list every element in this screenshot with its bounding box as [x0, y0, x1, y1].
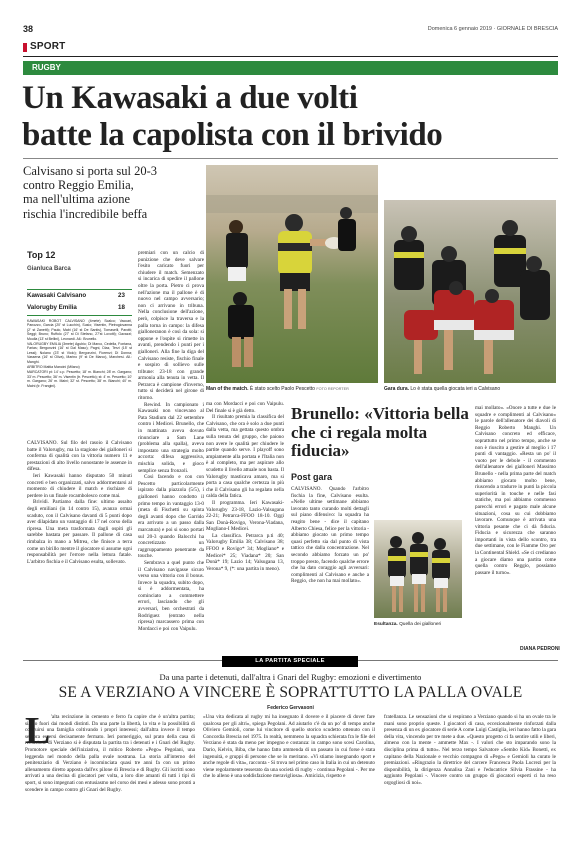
lineups	[27, 319, 132, 439]
page-number: 38	[23, 24, 34, 34]
photo-left-caption-bold: Man of the match.	[206, 386, 249, 392]
special-byline: Federico Gervasoni	[267, 705, 314, 711]
rubric-bar	[23, 61, 558, 75]
col1-para1: CALVISANO. Sul filo del rasoio il Calvisano batte il Valorugby, ma la stagione dei gialloneri si conferma di qualità con la vittoria numero 11 e prestazioni di alto livello nonostante le assenze in difesa.	[27, 440, 132, 473]
col2-para3: Così facendo e con con Pescetto particolarmente ispirato dalla piazzola (5/5), i gialloneri hanno condotto il primo tempo in vantaggio 13-0 (meta di Fischetti su spinta degli avanti dopo che Garrido era arrivato a un passo dalla marcatura) e poi si sono portati sul 20-3 quando Balocchi ha concretizzato un raggruppamento penetrante da touche.	[138, 474, 204, 560]
lineup-away: VALORUGBY EMILIA (3mete) Agubio; Di Marco, Cedella, Fontana, Farias; Bergonzini (16' st Dal Maso); Pagni, Diaz, Terzi (15' st Lessi); Nolano (23' st Violo); Bergonzini, Fiorenzi; Di Donna; Vassena (16' st Oliva), Marino (9' st De Marco), Marchesi. All.: Manghi.	[27, 342, 132, 364]
photo-left-caption	[206, 386, 378, 392]
author-name: Gianluca Barca	[27, 266, 71, 272]
score-team-1: Kawasaki Calvisano	[27, 292, 87, 299]
sidebar-headline: Brunello: «Vittoria bella che ci regala molta fiducia»	[291, 404, 469, 460]
score-rule-top	[27, 289, 132, 290]
section-marker	[23, 43, 27, 52]
standfirst	[23, 164, 201, 221]
match-photo-right	[384, 200, 556, 383]
scorers: MARCATORI pt: 14' c.p. Pescetto; 18' m. Bianchi; 28' m. Gargano; 33' m. Pescetto; 36' m. Visentin (tr. Pescetto); st: 4' m. Pescetto; 10' m. Gargano; 26' m. Maini; 32' st. Pescetto; 38' m. Bianchi; 40' m. Maini (tr. Frangini).	[27, 370, 132, 388]
standfirst-line1: Calvisano si porta sul 20-3	[23, 164, 158, 178]
lineup-home: KAWASAKI ROBOT CALVISANO (4mete) Scalco; Vaccari, Panozzo, Garcia (20' st Lucchin), Susio; Visentin, Pietrogiovanna (2' st Zanetti); Paulo, Mabi (16' st De Santis), Tomaselli, Parotti; Seggi; Bruno; Ruffolo (27' st Di Stefano, 27'st Lovotti); Gavazzi; Moulla (13' st Bellini), Leonardi. All.: Brunello.	[27, 319, 132, 341]
special-headline: SE A VERZIANO A VINCERE È SOPRATTUTTO LA PALLA OVALE	[58, 684, 523, 701]
header-rule	[23, 56, 558, 57]
headline-line1: Un Kawasaki a due volti	[22, 80, 358, 116]
section-title: SPORT	[30, 41, 66, 52]
col3-para1: ma con Mordacci e poi con Vaipulu. Del finale si è già detto.	[206, 401, 284, 414]
celebration-photo	[374, 520, 462, 618]
special-col2-text: «Una vita dedicata al rugby mi ha insegnato il dovere e il piacere di dover fare qualcosa per gli altri», spiega Pegolani. Ad aiutarlo c'è da un po' di tempo anche Oliviero Gemioli, come lui vincitore di quello storico scudetto ottenuto con il Concordia Brescia nel 1975. In realtà, nemmeno la squadra schierata fra le file del Verziano è stata da meno per impegno e costanza: in campo sono scesi Carolina, Dario, Kelvin, Biba, che hanno fatto ammenda di un passato in cui forse è stata ingenuità, e gruppi di persone che se lo meritano. «Vi stiamo insegnando sport e anche regole di vita», racconta - Si trova nel primo caso in Italia in cui un detenuto viene regolarmente tesserato da una società di rugby - continua Pegolani -. Per me che lo alleno è una soddisfazione meravigliosa». Amicizia, rispetto e	[203, 714, 375, 780]
photo-left-credit: FOTO REPORTER	[316, 387, 349, 391]
sidebar-text: CALVISANO. Quando l'arbitro fischia la fine, Calvisano esulta. «Nelle ultime settimane abbiamo lavorato tanto curando molti dettagli sul piano difensivo: la squadra ha reagito bene - dice il capitano Alberto Chiesa, felice per la vittoria - abbiamo giocato un primo tempo quasi perfetto sia dal punto di vista tattico che dalla concentrazione. Nel secondo abbiamo forzato un po' troppo presto, facendo qualche errore che ha dato coraggio agli avversari: complimenti al Calvisano e anche a Reggio, che non ha mai mollato».	[291, 486, 369, 585]
special-col1-text: 'alta recinzione in cemento e ferro fa capire che è un'altra partita; siamo fuori dai mondi distinti. Da una parte la libertà, la vita e la possibilità di costruirsi una famiglia coltivando i propri interessi; dall'altra invece il tempo sembra essersi decisamente fermato. Ieri pomeriggio, sul prato della casa di reclusione di Verziano si è disputata la partita tra i detenuti e i Gnari del Rugby. Promotore speciale dell'iniziativa, il mitico Roberto «Pego» Pegolani, una leggenda nel mondo della palla ovale nostrana. La storia all'interno del penitenziario di Verziano è incominciata quasi tre anni fa con un primo allenamento diretto apposta dall'ex pilone di Brescia e di Rugby. Gli iscritti sono arrivati a una decina di giocatori per volta, a loro dire amanti di tutti i tipi di sport, si sono impegnati con entusiasmo nel corso dei mesi e adesso sono pronti a scendere in campo contro gli Gnari del Rugby.	[25, 714, 195, 793]
match-photo-left	[206, 165, 378, 383]
standfirst-line4: rischia l'incredibile beffa	[23, 206, 148, 221]
celebration-caption-bold: Esultanza.	[374, 622, 398, 627]
photo-left-caption-text: È stato scelto Paolo Pescetto	[249, 386, 315, 392]
celebration-caption-text: Quella dei gialloneri	[399, 622, 442, 627]
sidebar-col2-text: mai mollato». «Onore a tutte e due le squadre e complimenti al Calvisano» le parole dell'allenatore dei diavoli di Reggio Roberto Manghi. Un Calvisano concreto ed efficace, soprattutto nel primo tempo, anche se non è riuscito a gestire al meglio i 17 punti di vantaggio. «Resta un po' il vuoto per le debole - il commento dell'allenatore dei gialloneri Massimo Brunello - nella prima parte del match abbiamo giocato molto bene, riuscendo a tradurre in punti la piccola superiorità in touche e nelle fasi statiche, ma poi abbiamo commesso parecchi errori e pagato male alcune situazioni, cosa su cui dobbiamo lavorare. Comunque è arrivata una vittoria pesante che ci dà fiducia. Fiducia e sicurezza che saranno importanti in vista dello scontro, tra due settimane, con le Fiamme Oro per la Continental Shield. «Se ci credianno a giocare diamo una partita come quella contro Reggio, possiamo passare il turno».	[475, 405, 556, 576]
col2-para1: premiari con un calcio di punizione che deve salvare l'esito caricato fuori per chiudere il match. Semenzato si incarica di spedire il pallone oltre la porta. Pietro ci prova nell'azione ma il pallone è di nuovo nel campo avversario; non ci arrivano in tribuna. Nella conclusione dell'azione, però, colpisce la traversa e la palla torna in campo: la difesa gialloneranon è così da sola: si oppone e l'ospite si rimette in avanti, prendendo i punti per i gialloneri. Alla fine la diga del Calvisano resiste, fischio finale e sospiro di sollievo sulle tribune: 23-18 con grande armonia alla tenuta in vetta. Il Petrarca è campione d'inverno, tutto si deciderà nel girone di ritorno.	[138, 250, 204, 402]
score-value-2: 18	[118, 304, 125, 311]
score-value-1: 23	[118, 292, 125, 299]
photo-right-caption-text: Lo è stata quella giocata ieri a Calvisano	[410, 386, 501, 392]
special-col3	[384, 714, 556, 832]
article-col3	[206, 401, 284, 654]
sidebar-author: DIANA PEDRONI	[520, 646, 560, 652]
special-col3-text: fratellanza. Le sensazioni che si respirano a Verziano quando si ha un ovale tra le mani sono proprio queste. I giocatori di casa, eccezionalmente rinforzati dalla presenza di un ex giocatore di serie A come Luigi Castiglia, ieri hanno fatto la gara della vita, vincendo per tre mete a due. «Questo progetto ci fa sentire utili e liberi, almeno con la mente - ammette Max -. I valori che sto imparando sono la disciplina prima di tutto». Nel terzo tempo Salvatore «Sembo Kid» Bonetti, ex capitano della Nazionale e vecchio compagno di «Pego» e Gemioli ha curato le premiazioni. «Ringrazio la direttrice del carcere Francesca Paola Lucrezi per la disponibilità, la dirigenza Annalisa Zani e l'educatrice Silvia Frassine - ha aggiunto Pegolani -. Vincere contro un gruppo di giocatori esperti ci ha reso orgogliosi di noi».	[384, 714, 556, 786]
score-team-2: Valorugby Emilia	[27, 304, 77, 311]
standfirst-line3: ma nell'ultima azione	[23, 192, 131, 207]
headline-line2: batte la capolista con il brivido	[22, 117, 443, 153]
score-rule-bottom	[27, 315, 132, 316]
date-paper: Domenica 6 gennaio 2019 · GIORNALE DI BRESCIA	[427, 26, 558, 32]
col3-para4: La classifica. Petrarca p.ti 40; Valorugby Emilia 38; Calvisano 38; FFOO e Rovigo* 34; Mogliano* e Medicei* 25; Viadana* 20; San Donà* 19; Lazio 14; Valsugana 13, Verona* 9, (*: una partita in meno).	[206, 532, 284, 572]
special-col2	[203, 714, 375, 832]
article-col2	[138, 250, 204, 654]
col3-para2: Il risultato premia la classifica del Calvisano, che ora è solo a due punti dalla vetta, ma gettata questo ombra sulla tenuta del gruppo, che paiono non avere le qualità per chiudere le partite quando serve. I playoff sono ampiamente alla portata e l'Italia non è al completo, ma per aspirare allo scudetto il livello attuale non basta. Il Valorugby masticava amaro, ma si porta a casa qualche certezza in più che il Calvisano gli ha regalato nella calda della fatica.	[206, 414, 284, 500]
photo-right-caption-bold: Gara dura.	[384, 386, 410, 392]
col3-para3: Il programma. Ieri Kawasaki-Valorugby 23-18, Lazio-Valsugana 22-21; Petrarca-FFOO 18-10. Oggi San Donà-Rovigo, Verona-Viadana, Mogliano-I Medicei.	[206, 499, 284, 533]
special-col1	[25, 710, 195, 832]
headline-rule	[23, 158, 558, 159]
referee: ARBITRO Mattia Mancini (Milano)	[27, 365, 80, 370]
sidebar-col2	[475, 405, 556, 643]
col1-para3: Brividi. Partiamo dalla fine: ultimo assalto degli emiliani (in 14 contro 15), avanzo ormai scaduto, con il Calvisano davanti di 5 punti dopo aver dilapidato un vantaggio di 17 nel corso della ripresa. Una meta trasformata dagli ospiti gli sarebbe bastata per passare. Il pallone di casa rimbalza in mano a Mitrea, che finisce a terra come un birillo mentre il giocatore si assume ogni responsabilità per l'errore nella lettura fatale. L'arbitro fischia e il Calvisano esulta, sollevato.	[27, 499, 132, 565]
photo-right-caption	[384, 386, 556, 392]
rubric-label: RUGBY	[32, 63, 61, 72]
special-label: LA PARTITA SPECIALE	[255, 658, 325, 664]
col2-para4: Sembrava a quel punto che il Calvisano navigasse sicuro verso una vittoria con il bonus. Invece la squadra, subito dopo, si è addormentata, ha cominciato a commettere errori, lasciando che gli avversari, ben orchestrati da Rodriguez (entrato nella ripresa) marcassero prima con Mordacci e poi con Vaipulu.	[138, 559, 204, 632]
sidebar-kicker: Post gara	[291, 472, 333, 482]
article-col1	[27, 440, 132, 654]
top12-title: Top 12	[27, 250, 56, 260]
special-drop-cap: L	[25, 710, 51, 752]
col1-para2: Ieri Kawasaki hanno disputato 50 minuti concreti e ben organizzati, salvo addormentarsi al momento di chiudere il match e rischiare di perdere in un finale rocambolesco come mai.	[27, 472, 132, 499]
col2-para2: Rewind. In campionato i Kawasaki non vincevano al Pata Stadium dal 22 settembre contro i Medicei. Brunello, che in mattinata aveva dovuto rinunciare a Sam Lane (problema alla spalla), aveva impostato una strategia molto accorta: difesa aggressiva, mischia solida, e gioco semplice senza fronzoli.	[138, 401, 204, 474]
celebration-caption	[374, 622, 464, 628]
standfirst-line2: contro Reggio Emilia,	[23, 178, 134, 193]
special-deck: Da una parte i detenuti, dall'altra i Gnari del Rugby: emozioni e divertimento	[159, 672, 422, 682]
sidebar-col1	[291, 486, 369, 654]
